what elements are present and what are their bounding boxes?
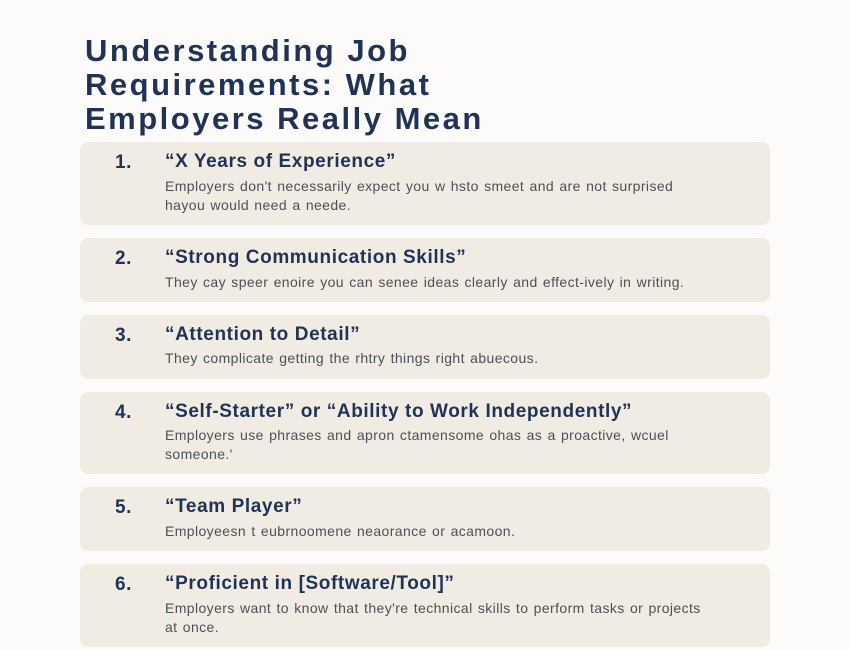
item-heading: “X Years of Experience” bbox=[165, 151, 397, 172]
item-description: Employers don't necessarily expect you w hsto smeet and are not surprised hayou would need a neede. bbox=[165, 177, 674, 213]
item-content bbox=[165, 151, 740, 215]
item-content bbox=[165, 324, 740, 369]
item-content bbox=[165, 247, 740, 292]
item-heading: “Strong Communication Skills” bbox=[165, 246, 467, 268]
list-item bbox=[80, 392, 770, 475]
item-description: Employeesn t eubrnoomene neaorance or acamoon. bbox=[165, 523, 516, 540]
item-number: 3. bbox=[115, 324, 132, 346]
item-number: 1. bbox=[115, 152, 132, 173]
item-number: 5. bbox=[115, 497, 132, 519]
item-heading: “Attention to Detail” bbox=[165, 323, 361, 345]
item-number: 2. bbox=[115, 247, 132, 269]
page-title: Understanding Job Requirements: What Employers Really Mean bbox=[85, 33, 484, 136]
list-item bbox=[80, 315, 770, 379]
item-heading: “Proficient in [Software/Tool]” bbox=[165, 573, 455, 595]
item-number: 6. bbox=[115, 574, 132, 596]
item-description: Employers use phrases and apron ctamensome ohas as a proactive, wcuel someone.' bbox=[165, 427, 669, 463]
item-heading: “Self-Starter” or “Ability to Work Independently” bbox=[165, 400, 633, 422]
requirements-list bbox=[80, 142, 770, 647]
item-description: They cay speer enoire you can senee ideas clearly and effect-ively in writing. bbox=[165, 273, 685, 290]
item-content bbox=[165, 573, 740, 637]
item-description: Employers want to know that they're technical skills to perform tasks or projects at once. bbox=[165, 600, 701, 636]
item-heading: “Team Player” bbox=[165, 496, 303, 518]
item-number: 4. bbox=[115, 401, 132, 423]
list-item bbox=[80, 142, 770, 225]
list-item bbox=[80, 238, 770, 302]
item-content bbox=[165, 401, 740, 465]
item-description: They complicate getting the rhtry things right abuecous. bbox=[165, 350, 539, 367]
item-content bbox=[165, 496, 740, 541]
list-item bbox=[80, 564, 770, 647]
list-item bbox=[80, 487, 770, 551]
